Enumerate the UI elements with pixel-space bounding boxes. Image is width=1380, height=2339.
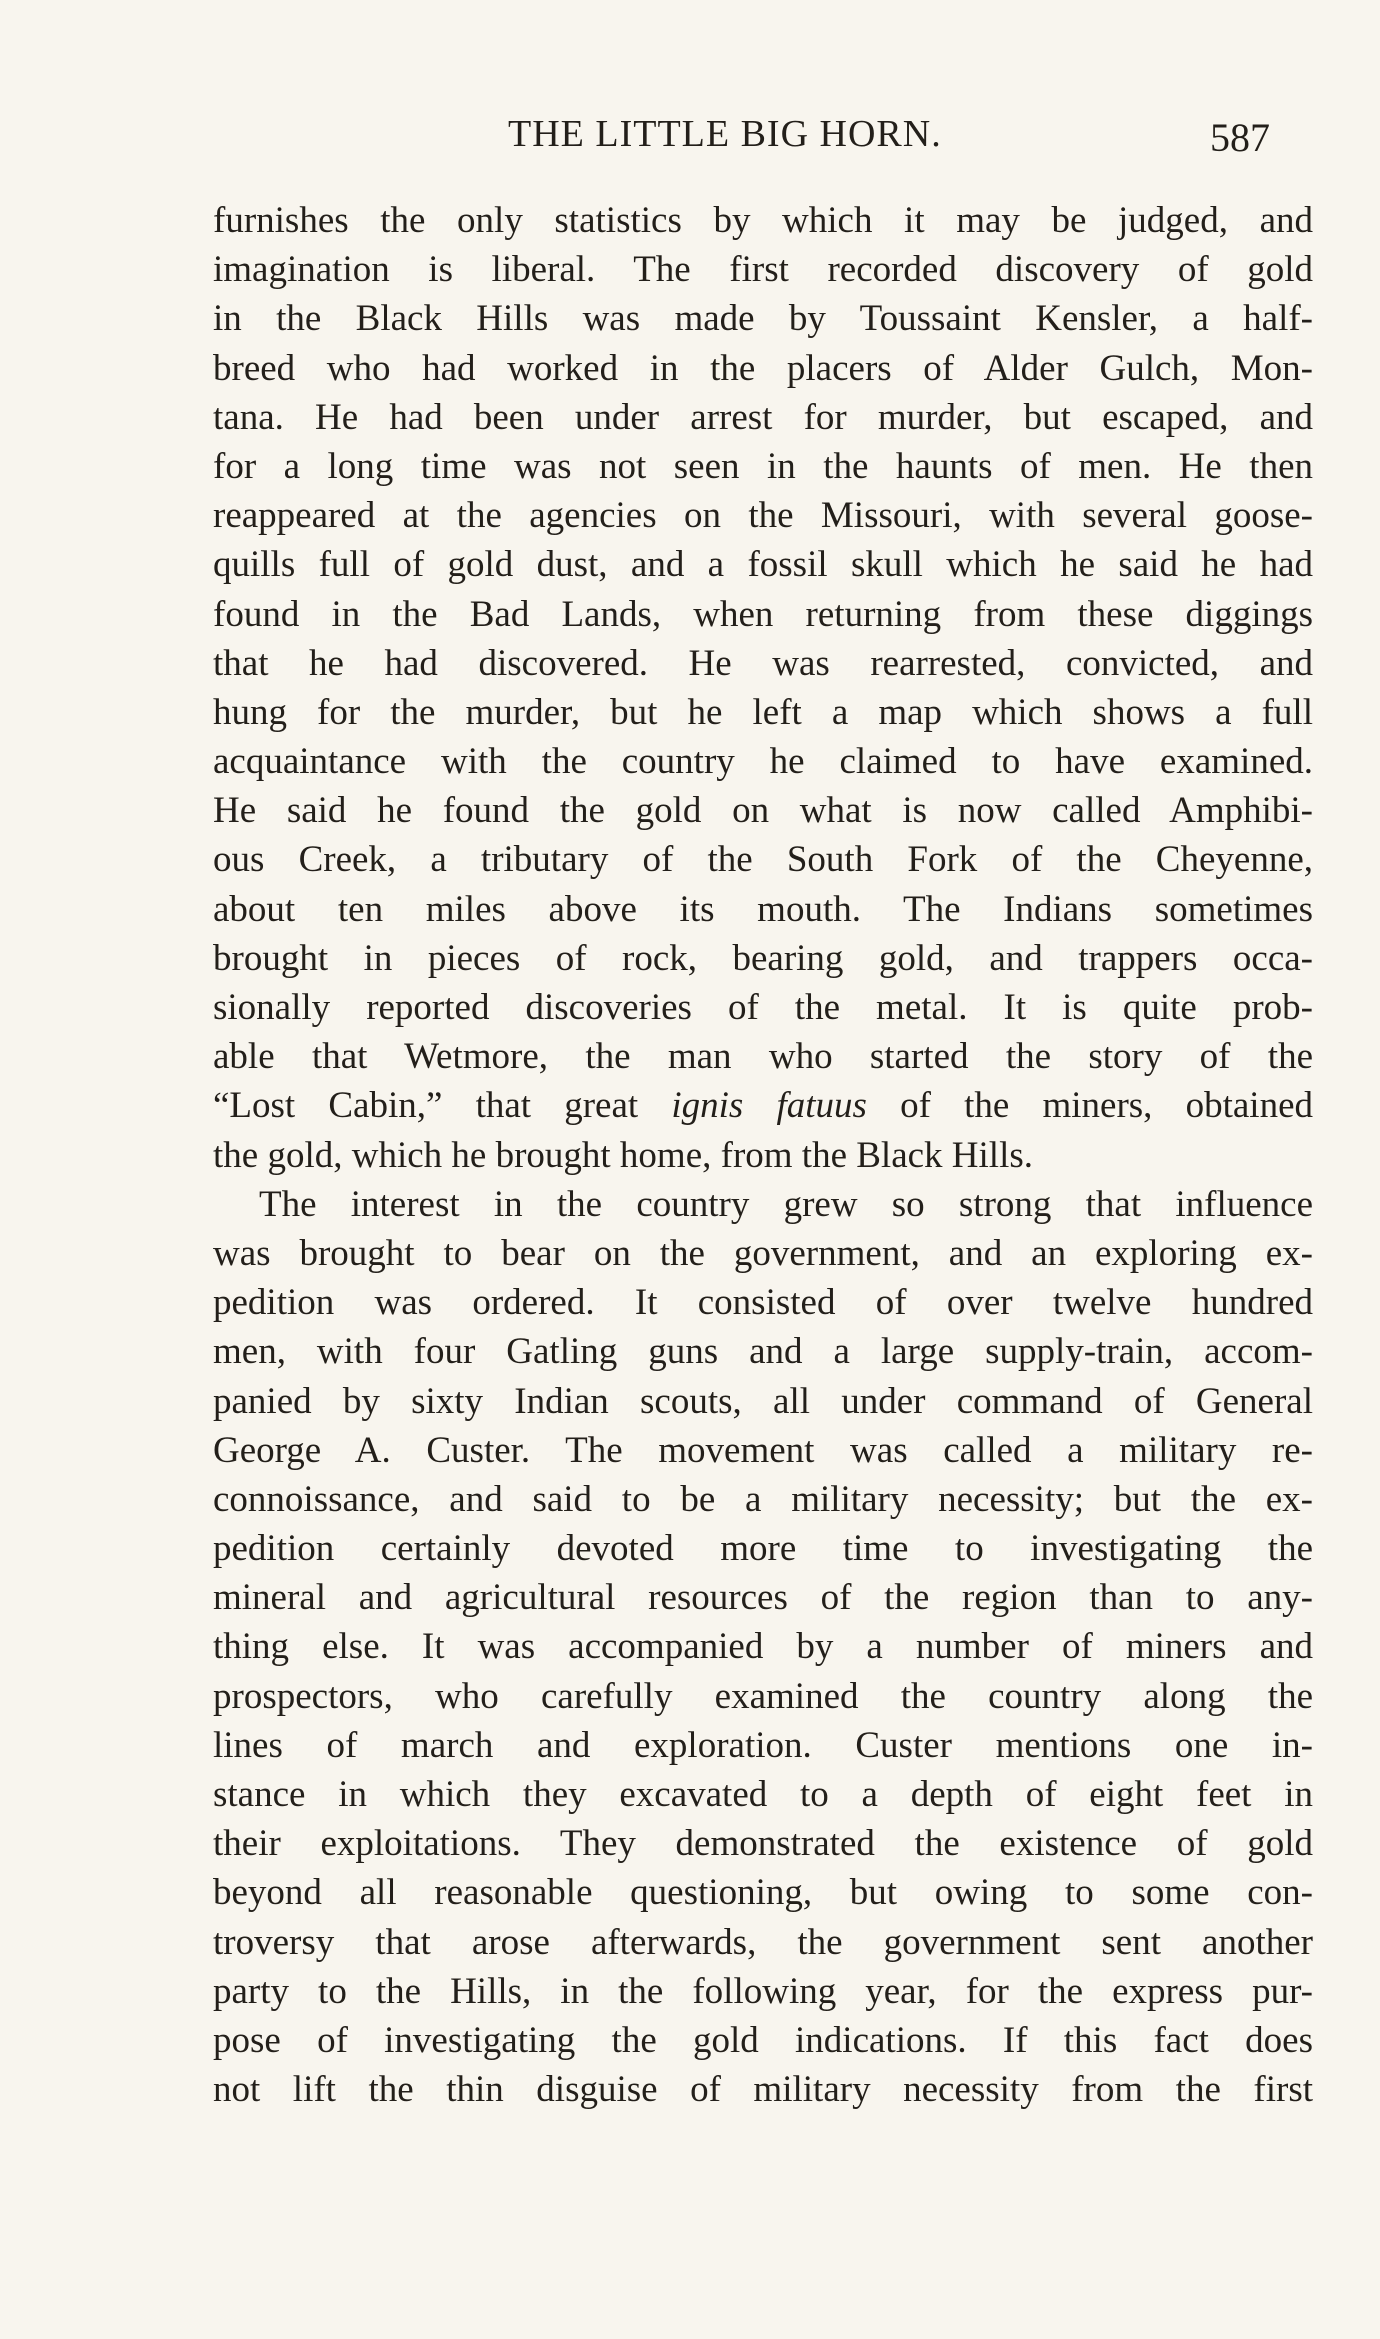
text-line: beyond all reasonable questioning, but owing to some con- [213, 1872, 1313, 1914]
italic-phrase: ignis fatuus [671, 1085, 867, 1127]
text-line: reappeared at the agencies on the Missouri, with several goose- [213, 495, 1313, 537]
text-line: found in the Bad Lands, when returning from these diggings [213, 593, 1313, 635]
paragraph-first-line: The interest in the country grew so strong that influence [259, 1183, 1313, 1225]
body-text [213, 196, 1313, 2114]
text-line: in the Black Hills was made by Toussaint Kensler, a half- [213, 298, 1313, 340]
text-line: mineral and agricultural resources of the region than to any- [213, 1577, 1313, 1619]
text-line: stance in which they excavated to a depth of eight feet in [213, 1774, 1313, 1815]
text-line [213, 1081, 1313, 1130]
text-line: lines of march and exploration. Custer mentions one in- [213, 1724, 1313, 1766]
text-line: about ten miles above its mouth. The Indians sometimes [213, 888, 1313, 930]
text-line: thing else. It was accompanied by a number of miners and [213, 1626, 1313, 1668]
text-line: able that Wetmore, the man who started the story of the [213, 1036, 1313, 1078]
text-line: imagination is liberal. The first recorded discovery of gold [213, 249, 1313, 291]
text-line: acquaintance with the country he claimed to have examined. [213, 741, 1313, 783]
text-line: quills full of gold dust, and a fossil skull which he said he had [213, 544, 1313, 586]
text-line: was brought to bear on the government, and an exploring ex- [213, 1232, 1313, 1274]
text-line: pose of investigating the gold indications. If this fact does [213, 2019, 1313, 2061]
text-line: breed who had worked in the placers of Alder Gulch, Mon- [213, 347, 1313, 389]
text-line: pedition was ordered. It consisted of over twelve hundred [213, 1282, 1313, 1324]
text-line: pedition certainly devoted more time to investigating the [213, 1528, 1313, 1570]
text-line: furnishes the only statistics by which it may be judged, and [213, 200, 1313, 241]
text-line: for a long time was not seen in the haunts of men. He then [213, 445, 1313, 487]
page-number: 587 [1210, 115, 1270, 160]
text-line: hung for the murder, but he left a map which shows a full [213, 691, 1313, 733]
text-segment: “Lost Cabin,” that great [213, 1085, 672, 1127]
text-line: tana. He had been under arrest for murder, but escaped, and [213, 396, 1313, 438]
text-line: brought in pieces of rock, bearing gold, and trappers occa- [213, 937, 1313, 979]
text-line: not lift the thin disguise of military necessity from the first [213, 2069, 1313, 2111]
text-line: He said he found the gold on what is now called Amphibi- [213, 790, 1313, 832]
text-line: ous Creek, a tributary of the South Fork of the Cheyenne, [213, 839, 1313, 881]
text-line: men, with four Gatling guns and a large supply-train, accom- [213, 1331, 1313, 1373]
text-line: that he had discovered. He was rearrested, convicted, and [213, 642, 1313, 684]
text-line: George A. Custer. The movement was called a military re- [213, 1429, 1313, 1471]
text-line: troversy that arose afterwards, the government sent another [213, 1921, 1313, 1963]
text-line: connoissance, and said to be a military necessity; but the ex- [213, 1478, 1313, 1520]
running-title: THE LITTLE BIG HORN. [508, 113, 942, 155]
text-line: their exploitations. They demonstrated the existence of gold [213, 1823, 1313, 1865]
text-segment: of the miners, obtained [866, 1085, 1313, 1127]
text-line: prospectors, who carefully examined the country along the [213, 1675, 1313, 1717]
paragraph-last-line: the gold, which he brought home, from the Black Hills. [213, 1134, 1034, 1176]
text-line: sionally reported discoveries of the metal. It is quite prob- [213, 987, 1313, 1028]
text-line: panied by sixty Indian scouts, all under command of General [213, 1380, 1313, 1422]
text-line: party to the Hills, in the following year, for the express pur- [213, 1970, 1313, 2012]
